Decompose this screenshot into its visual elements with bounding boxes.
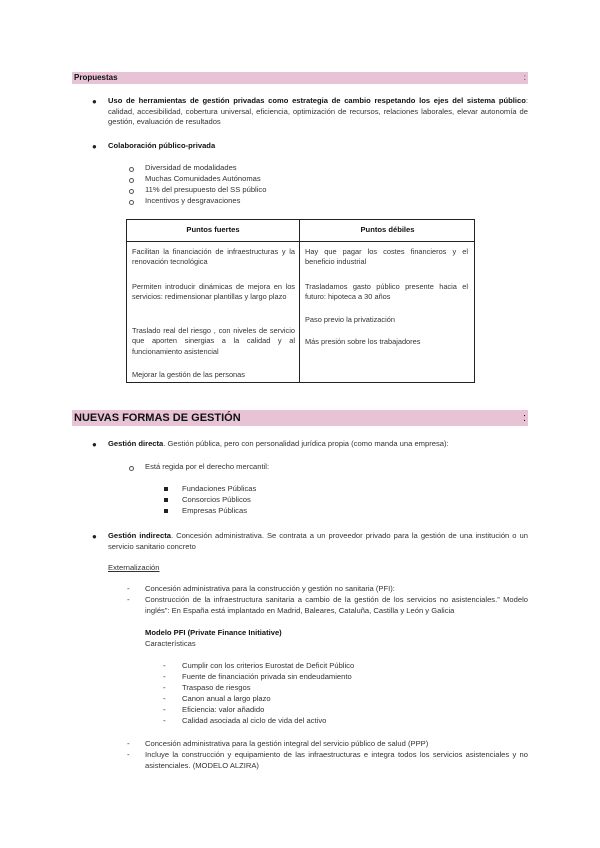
weakness-cell: Más presión sobre los trabajadores (305, 337, 421, 346)
table-header-strengths: Puntos fuertes (186, 225, 240, 234)
heading-colon: : (523, 73, 526, 82)
pfi-item: Traspaso de riesgos (182, 683, 251, 692)
bullet-icon: ● (92, 440, 97, 449)
circle-bullet-icon (129, 167, 134, 172)
pfi-subtitle: Características (145, 639, 196, 648)
circle-bullet-icon (129, 466, 134, 471)
pfi-item: Fuente de financiación privada sin endeudamiento (182, 672, 352, 681)
pfi-title: Modelo PFI (Private Finance Initiative) (145, 628, 282, 637)
ppp-item: Concesión administrativa para la gestión integral del servicio público de salud (PPP) (145, 739, 429, 748)
pfi-item: Cumplir con los criterios Eurostat de Deficit Público (182, 661, 355, 670)
indirecta-rest-text: . Concesión administrativa. Se contrata a un proveedor privado para la gestión de una institución o un servicio sanitario concreto (108, 531, 528, 551)
circle-bullet-icon (129, 189, 134, 194)
sub-item: Muchas Comunidades Autónomas (145, 174, 261, 183)
nuevas-formas-heading-bar (72, 410, 528, 426)
bullet-icon: ● (92, 97, 97, 106)
dash-bullet-icon: - (163, 705, 166, 714)
propuestas-heading: Propuestas (74, 73, 118, 82)
weakness-cell: Paso previo la privatización (305, 315, 395, 324)
strength-cell: Mejorar la gestión de las personas (132, 370, 245, 379)
strength-cell: Traslado real del riesgo , con niveles de servicio que aporten sinergias a la calidad y al funcionamiento asistencial (132, 326, 295, 356)
pfi-item: Eficiencia: valor añadido (182, 705, 265, 714)
dash-bullet-icon: - (163, 683, 166, 692)
table-header-divider (127, 241, 474, 242)
dash-bullet-icon: - (163, 672, 166, 681)
externalizacion-heading: Externalización (108, 563, 160, 572)
strengths-weaknesses-table (126, 219, 475, 383)
sub-item: 11% del presupuesto del SS público (145, 185, 267, 194)
circle-bullet-icon (129, 178, 134, 183)
dash-bullet-icon: - (163, 694, 166, 703)
dash-bullet-icon: - (127, 584, 130, 593)
ext-item: Concesión administrativa para la construcción y gestión no sanitaria (PFI): (145, 584, 395, 593)
directa-item: Empresas Públicas (182, 506, 247, 515)
item1-bold-text: Uso de herramientas de gestión privadas como estrategia de cambio respetando los ejes del sistema público (108, 96, 526, 105)
dash-bullet-icon: - (127, 750, 130, 759)
directa-item: Fundaciones Públicas (182, 484, 257, 493)
table-header-weaknesses: Puntos débiles (360, 225, 415, 234)
ppp-item: Incluye la construcción y equipamiento de las infraestructuras e integra todos los servicios asistenciales y no asistenciales. (MODELO ALZIRA) (145, 750, 528, 770)
propuestas-heading-bar (72, 72, 528, 84)
dash-bullet-icon: - (127, 739, 130, 748)
dash-bullet-icon: - (127, 595, 130, 604)
propuestas-item-2: Colaboración público-privada (108, 141, 216, 150)
directa-item: Consorcios Públicos (182, 495, 251, 504)
table-divider (299, 220, 300, 382)
ext-item: Construcción de la infraestructura sanitaria a cambio de la gestión de los servicios no asistenciales.” Modelo inglés”: En España está implantado en Madrid, Baleares, Cataluña, Castilla y León y Galicia (145, 595, 528, 615)
square-bullet-icon (164, 509, 168, 513)
gestion-indirecta (108, 531, 528, 552)
strength-cell: Permiten introducir dinámicas de mejora en los servicios: redimensionar plantillas y largo plazo (132, 282, 295, 302)
item1-rest-text: : calidad, accesibilidad, cobertura universal, eficiencia, optimización de recursos, relaciones laborales, elevar autonomía de gestión, evaluación de resultados (108, 96, 528, 126)
indirecta-bold-text: Gestión indirecta (108, 531, 171, 540)
dash-bullet-icon: - (163, 716, 166, 725)
directa-rest-text: . Gestión pública, pero con personalidad jurídica propia (como manda una empresa): (163, 439, 449, 448)
directa-sub: Está regida por el derecho mercantil: (145, 462, 270, 471)
pfi-item: Calidad asociada al ciclo de vida del activo (182, 716, 327, 725)
dash-bullet-icon: - (163, 661, 166, 670)
circle-bullet-icon (129, 200, 134, 205)
gestion-directa (108, 439, 528, 450)
directa-bold-text: Gestión directa (108, 439, 164, 448)
weakness-cell: Hay que pagar los costes financieros y el beneficio industrial (305, 247, 468, 267)
square-bullet-icon (164, 487, 168, 491)
bullet-icon: ● (92, 142, 97, 151)
bullet-icon: ● (92, 532, 97, 541)
nuevas-formas-heading: NUEVAS FORMAS DE GESTIÓN (74, 412, 241, 424)
sub-item: Diversidad de modalidades (145, 163, 237, 172)
pfi-item: Canon anual a largo plazo (182, 694, 271, 703)
propuestas-item-1 (108, 96, 528, 128)
strength-cell: Facilitan la financiación de infraestructuras y la renovación tecnológica (132, 247, 295, 267)
weakness-cell: Trasladamos gasto público presente hacia el futuro: hipoteca a 30 años (305, 282, 468, 302)
heading-colon: : (522, 412, 526, 424)
square-bullet-icon (164, 498, 168, 502)
sub-item: Incentivos y desgravaciones (145, 196, 241, 205)
